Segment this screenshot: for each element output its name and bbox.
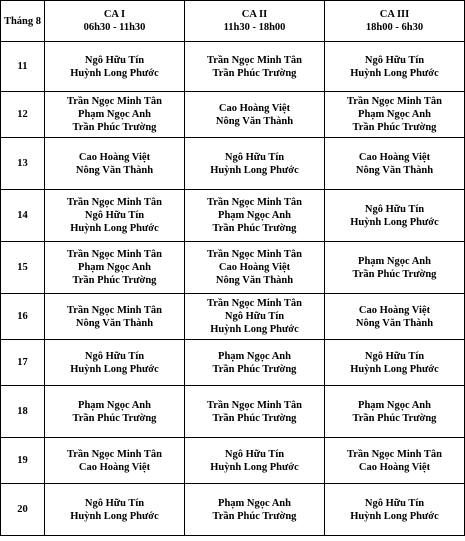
- staff-name: Phạm Ngọc Anh: [78, 399, 151, 411]
- shift-cell-2: [185, 484, 325, 536]
- shift-name: CA II: [241, 9, 268, 20]
- staff-name: Trần Phúc Trường: [212, 223, 297, 234]
- staff-name: Trần Phúc Trường: [212, 67, 297, 79]
- staff-name: Huỳnh Long Phước: [70, 223, 159, 234]
- staff-name: Phạm Ngọc Anh: [358, 109, 431, 120]
- staff-name: Nông Văn Thành: [355, 317, 434, 329]
- table-row: [1, 340, 465, 386]
- staff-name: Trần Phúc Trường: [352, 122, 437, 133]
- staff-name: Huỳnh Long Phước: [350, 67, 439, 79]
- staff-name: Nông Văn Thành: [355, 164, 434, 176]
- staff-name: Nông Văn Thành: [215, 275, 294, 286]
- staff-name: Phạm Ngọc Anh: [358, 399, 431, 411]
- staff-name: Phạm Ngọc Anh: [218, 350, 291, 362]
- shift-cell-3: [325, 242, 465, 294]
- staff-name: Huỳnh Long Phước: [350, 363, 439, 375]
- staff-name: Cao Hoàng Việt: [358, 151, 431, 163]
- staff-name: Ngô Hữu Tín: [84, 210, 145, 221]
- staff-name: Trần Ngọc Minh Tân: [66, 304, 162, 316]
- staff-name: Ngô Hữu Tín: [224, 448, 285, 460]
- staff-name: Trần Phúc Trường: [352, 268, 437, 280]
- shift-name: CA III: [379, 9, 410, 20]
- day-cell: 17: [1, 340, 45, 386]
- day-cell: 11: [1, 42, 45, 92]
- day-cell: 14: [1, 190, 45, 242]
- shift-cell-1: [45, 190, 185, 242]
- staff-name: Trần Phúc Trường: [212, 412, 297, 424]
- shift-cell-1: [45, 42, 185, 92]
- staff-name: Trần Phúc Trường: [72, 412, 157, 424]
- staff-name: Phạm Ngọc Anh: [358, 255, 431, 267]
- staff-name: Trần Ngọc Minh Tân: [206, 197, 302, 208]
- shift-cell-1: [45, 438, 185, 484]
- staff-name: Phạm Ngọc Anh: [218, 497, 291, 509]
- table-row: [1, 294, 465, 340]
- day-cell: 15: [1, 242, 45, 294]
- staff-name: Huỳnh Long Phước: [350, 216, 439, 228]
- staff-name: Trần Phúc Trường: [212, 510, 297, 522]
- shift-cell-3: [325, 484, 465, 536]
- staff-name: Cao Hoàng Việt: [358, 461, 431, 473]
- staff-name: Cao Hoàng Việt: [78, 461, 151, 473]
- day-cell: 12: [1, 92, 45, 138]
- shift-cell-3: [325, 340, 465, 386]
- staff-name: Huỳnh Long Phước: [70, 510, 159, 522]
- staff-name: Trần Ngọc Minh Tân: [206, 249, 302, 260]
- staff-name: Phạm Ngọc Anh: [78, 109, 151, 120]
- shift-time: 18h00 - 6h30: [365, 22, 424, 33]
- staff-name: Trần Phúc Trường: [352, 412, 437, 424]
- day-cell: 13: [1, 138, 45, 190]
- shift-cell-3: [325, 438, 465, 484]
- staff-name: Huỳnh Long Phước: [210, 324, 299, 335]
- staff-name: Trần Ngọc Minh Tân: [346, 448, 442, 460]
- shift-cell-3: [325, 42, 465, 92]
- shift-cell-3: [325, 294, 465, 340]
- shift-cell-3: [325, 92, 465, 138]
- staff-name: Trần Ngọc Minh Tân: [66, 249, 162, 260]
- staff-name: Phạm Ngọc Anh: [78, 262, 151, 273]
- shift-cell-1: [45, 484, 185, 536]
- table-row: [1, 242, 465, 294]
- staff-name: Trần Ngọc Minh Tân: [206, 399, 302, 411]
- table-row: [1, 484, 465, 536]
- staff-name: Huỳnh Long Phước: [210, 461, 299, 473]
- staff-name: Ngô Hữu Tín: [84, 54, 145, 66]
- staff-name: Nông Văn Thành: [75, 164, 154, 176]
- shift-cell-1: [45, 294, 185, 340]
- day-cell: 19: [1, 438, 45, 484]
- staff-name: Nông Văn Thành: [215, 115, 294, 127]
- staff-name: Trần Ngọc Minh Tân: [346, 96, 442, 107]
- staff-name: Cao Hoàng Việt: [218, 102, 291, 114]
- staff-name: Cao Hoàng Việt: [218, 262, 291, 273]
- table-row: [1, 138, 465, 190]
- shift-cell-2: [185, 294, 325, 340]
- shift-cell-2: [185, 92, 325, 138]
- table-row: [1, 438, 465, 484]
- staff-name: Huỳnh Long Phước: [70, 363, 159, 375]
- day-cell: 20: [1, 484, 45, 536]
- shift-cell-2: [185, 386, 325, 438]
- staff-name: Trần Phúc Trường: [72, 122, 157, 133]
- shift-cell-3: [325, 190, 465, 242]
- staff-name: Huỳnh Long Phước: [70, 67, 159, 79]
- shift-time: 06h30 - 11h30: [83, 22, 146, 33]
- shift-cell-1: [45, 386, 185, 438]
- shift-cell-1: [45, 242, 185, 294]
- staff-name: Cao Hoàng Việt: [358, 304, 431, 316]
- shift-cell-3: [325, 386, 465, 438]
- shift-cell-2: [185, 340, 325, 386]
- shift-cell-1: [45, 138, 185, 190]
- staff-name: Cao Hoàng Việt: [78, 151, 151, 163]
- table-row: [1, 42, 465, 92]
- header-row: [1, 1, 465, 42]
- shift-cell-2: [185, 190, 325, 242]
- staff-name: Phạm Ngọc Anh: [218, 210, 291, 221]
- staff-name: Trần Ngọc Minh Tân: [206, 54, 302, 66]
- shift-cell-2: [185, 138, 325, 190]
- shift-cell-2: [185, 42, 325, 92]
- staff-name: Trần Phúc Trường: [212, 363, 297, 375]
- table-row: [1, 190, 465, 242]
- shift-cell-3: [325, 138, 465, 190]
- shift-header-3: [325, 1, 465, 42]
- shift-name: CA I: [103, 9, 126, 20]
- staff-name: Ngô Hữu Tín: [224, 311, 285, 322]
- staff-name: Huỳnh Long Phước: [350, 510, 439, 522]
- staff-name: Trần Ngọc Minh Tân: [66, 448, 162, 460]
- staff-name: Ngô Hữu Tín: [364, 203, 425, 215]
- shift-cell-1: [45, 340, 185, 386]
- day-cell: 18: [1, 386, 45, 438]
- staff-name: Ngô Hữu Tín: [84, 350, 145, 362]
- staff-name: Ngô Hữu Tín: [364, 497, 425, 509]
- staff-name: Ngô Hữu Tín: [364, 54, 425, 66]
- staff-name: Huỳnh Long Phước: [210, 164, 299, 176]
- staff-name: Trần Phúc Trường: [72, 275, 157, 286]
- table-row: [1, 386, 465, 438]
- table-row: [1, 92, 465, 138]
- staff-name: Trần Ngọc Minh Tân: [66, 96, 162, 107]
- shift-cell-1: [45, 92, 185, 138]
- staff-name: Nông Văn Thành: [75, 317, 154, 329]
- shift-header-1: [45, 1, 185, 42]
- staff-name: Trần Ngọc Minh Tân: [206, 298, 302, 309]
- staff-name: Ngô Hữu Tín: [364, 350, 425, 362]
- staff-name: Ngô Hữu Tín: [84, 497, 145, 509]
- shift-cell-2: [185, 438, 325, 484]
- staff-name: Trần Ngọc Minh Tân: [66, 197, 162, 208]
- month-header: Tháng 8: [1, 1, 45, 42]
- shift-header-2: [185, 1, 325, 42]
- shift-time: 11h30 - 18h00: [223, 22, 286, 33]
- day-cell: 16: [1, 294, 45, 340]
- shift-cell-2: [185, 242, 325, 294]
- staff-name: Ngô Hữu Tín: [224, 151, 285, 163]
- schedule-body: [1, 42, 465, 536]
